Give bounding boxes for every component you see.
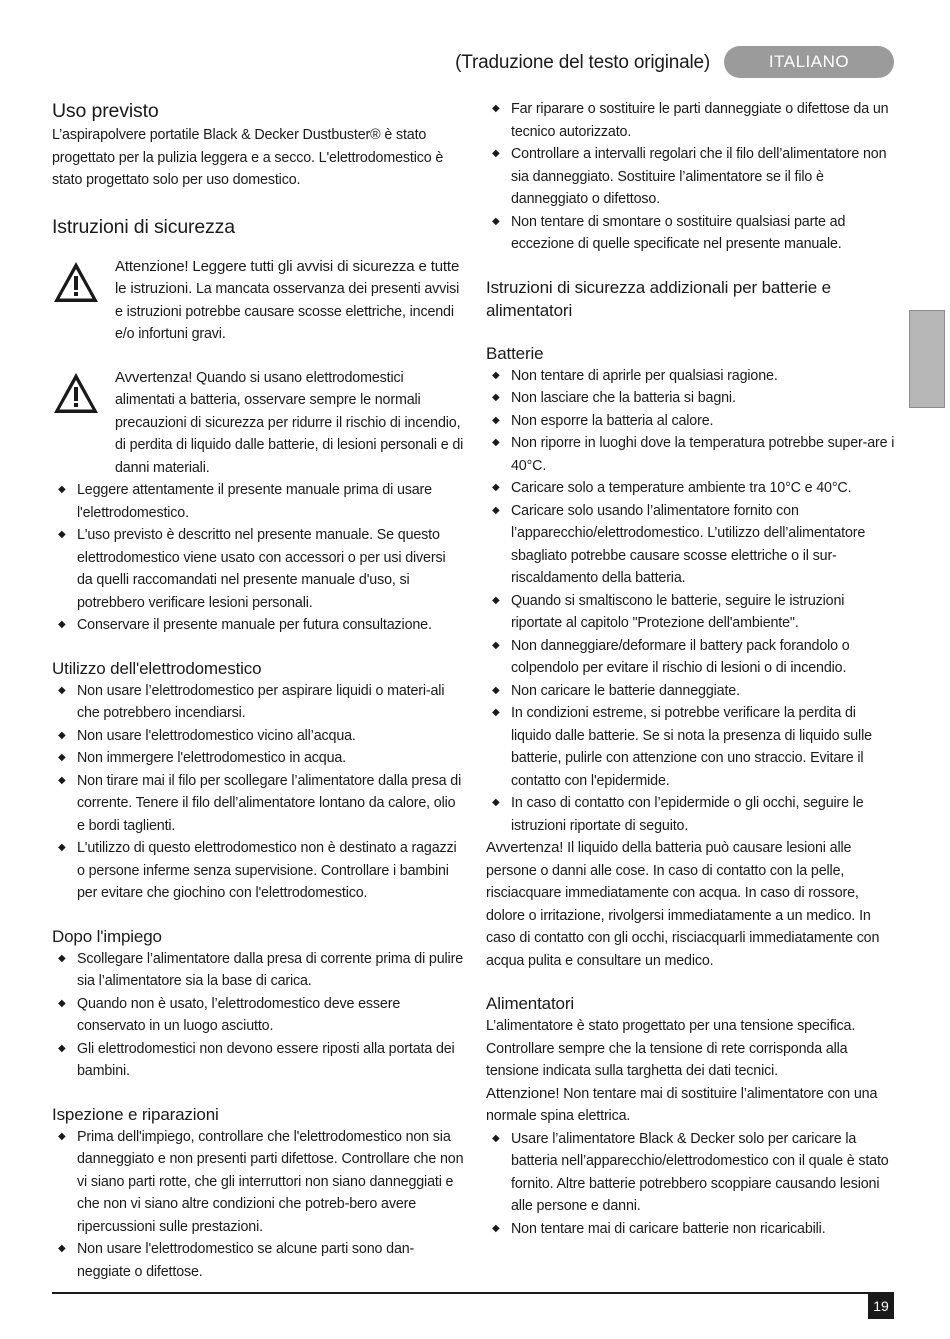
- section-heading: Alimentatori: [486, 994, 574, 1013]
- warning-triangle-icon: [52, 260, 100, 304]
- section-istruzioni-sicurezza: [52, 214, 464, 637]
- diamond-bullet-icon: ◆: [58, 952, 66, 964]
- list-item-text: Non tentare di aprirle per qualsiasi ragione.: [511, 367, 778, 384]
- diamond-bullet-icon: ◆: [58, 842, 66, 853]
- diamond-bullet-icon: ◆: [58, 1243, 66, 1254]
- right-column: [486, 98, 896, 1240]
- paragraph: L’alimentatore è stato progettato per una tensione specifica. Controllare sempre che la tensione di rete corrisponda alla tensione indicata sulla targhetta dei dati tecnici.: [486, 1018, 856, 1079]
- diamond-bullet-icon: ◆: [492, 639, 500, 651]
- list-item-text: Non usare l’elettrodomestico per aspirare liquidi o materi-ali che potrebbero incendiarsi.: [77, 682, 445, 721]
- attention-note: [486, 1083, 896, 1128]
- bullet-list: [52, 479, 464, 637]
- bullet-list: [52, 948, 464, 1083]
- list-item: [52, 837, 464, 905]
- warning-block: [52, 367, 464, 480]
- list-item: [52, 524, 464, 614]
- list-item: [52, 770, 464, 838]
- list-item-text: Caricare solo usando l’alimentatore fornito con l’apparecchio/elettrodomestico. L’utilizzo dell’alimentatore sbagliato potrebbe causare scosse elettriche o il sur-riscaldamento della batteria.: [511, 502, 866, 586]
- list-item: [486, 500, 896, 590]
- list-item-text: Non riporre in luoghi dove la temperatura potrebbe super-are i 40°C.: [511, 435, 895, 474]
- diamond-bullet-icon: ◆: [492, 482, 500, 493]
- diamond-bullet-icon: ◆: [492, 148, 500, 159]
- list-item: [52, 479, 464, 524]
- attention-body: Non tentare mai di sostituire l’alimentatore con una normale spina elettrica.: [486, 1085, 878, 1124]
- list-item-text: Non tentare mai di caricare batterie non ricaricabili.: [511, 1220, 826, 1237]
- left-column: [52, 98, 464, 1283]
- list-item: [52, 1238, 464, 1283]
- bullet-list: [52, 680, 464, 905]
- warning-text: [115, 367, 464, 480]
- diamond-bullet-icon: ◆: [58, 729, 66, 741]
- list-item-text: Non usare l'elettrodomestico vicino all’acqua.: [77, 727, 356, 744]
- diamond-bullet-icon: ◆: [492, 1132, 500, 1144]
- list-item: [486, 1128, 896, 1218]
- list-item: [52, 747, 464, 770]
- bullet-list: [486, 1128, 896, 1241]
- section-heading: Batterie: [486, 343, 544, 363]
- list-item: [486, 387, 896, 410]
- section-sicurezza-addizionali: [486, 276, 896, 322]
- diamond-bullet-icon: ◆: [492, 437, 500, 448]
- list-item: [486, 680, 896, 703]
- diamond-bullet-icon: ◆: [58, 1130, 66, 1142]
- list-item: [486, 365, 896, 388]
- list-item: [486, 635, 896, 680]
- diamond-bullet-icon: ◆: [492, 684, 500, 696]
- list-item-text: Gli elettrodomestici non devono essere riposti alla portata dei bambini.: [77, 1040, 455, 1079]
- section-heading: Istruzioni di sicurezza addizionali per batterie e alimentatori: [486, 277, 831, 320]
- list-item-text: Far riparare o sostituire le parti danneggiate o difettose da un tecnico autorizzato.: [511, 101, 889, 140]
- bullet-list: [486, 365, 896, 838]
- list-item-text: Non usare l'elettrodomestico se alcune parti sono dan-neggiate o difettose.: [77, 1241, 415, 1280]
- section-utilizzo: [52, 657, 464, 905]
- list-item: [52, 1126, 464, 1239]
- list-item: [486, 1218, 896, 1241]
- language-badge: ITALIANO: [724, 46, 894, 78]
- list-item-text: L'utilizzo di questo elettrodomestico non è destinato a ragazzi o persone inferme senza supervisione. Controllare i bambini per evitare che giochino con l'elettrodomestico.: [77, 840, 457, 901]
- list-item-text: Quando si smaltiscono le batterie, seguire le istruzioni riportate al capitolo "Protezione dell'ambiente".: [511, 592, 845, 631]
- list-item: [486, 702, 896, 792]
- list-item: [52, 680, 464, 725]
- diamond-bullet-icon: ◆: [58, 684, 66, 696]
- warning-label: Attenzione! Leggere tutti gli avvisi di sicurezza e tutte le istruzioni.: [115, 257, 460, 297]
- list-item-text: Non immergere l'elettrodomestico in acqua.: [77, 750, 346, 766]
- warning-text: [115, 256, 464, 346]
- section-batterie: [486, 342, 896, 973]
- list-item-text: Non lasciare che la batteria si bagni.: [511, 390, 736, 406]
- list-item-text: L'uso previsto è descritto nel presente manuale. Se questo elettrodomestico viene usato con accessori o per usi diversi da quelli raccomandati nel presente manuale d'uso, si potrebbero verificare lesioni personali.: [77, 527, 446, 611]
- list-item: [486, 211, 896, 256]
- list-item-text: Non tentare di smontare o sostituire qualsiasi parte ad eccezione di quelle specificate nel presente manuale.: [511, 213, 846, 252]
- list-item-text: Quando non è usato, l’elettrodomestico deve essere conservato in un luogo asciutto.: [77, 995, 401, 1034]
- list-item: [486, 590, 896, 635]
- list-item: [486, 477, 896, 500]
- section-dopo-impiego: [52, 925, 464, 1083]
- list-item-text: Non esporre la batteria al calore.: [511, 412, 714, 429]
- warning-triangle-icon: [52, 371, 100, 415]
- warning-body: Quando si usano elettrodomestici alimentati a batteria, osservare sempre le normali precauzioni di sicurezza per ridurre il rischio di incendio, di perdita di liquido dalle batterie, di lesioni personali e di danni materiali.: [115, 369, 464, 476]
- side-section-tab: [909, 310, 945, 408]
- diamond-bullet-icon: ◆: [58, 529, 66, 540]
- diamond-bullet-icon: ◆: [492, 797, 500, 808]
- page-number: 19: [868, 1294, 894, 1319]
- diamond-bullet-icon: ◆: [492, 103, 500, 114]
- list-item: [486, 410, 896, 433]
- bullet-list: [486, 98, 896, 256]
- list-item: [486, 792, 896, 837]
- warning-label: Avvertenza!: [115, 368, 193, 386]
- section-heading: Istruzioni di sicurezza: [52, 215, 235, 238]
- list-item: [486, 98, 896, 143]
- warning-body: Il liquido della batteria può causare lesioni alle persone o danni alle cose. In caso di contatto con la pelle, risciacquare immediatamente con acqua. In caso di rossore, dolore o irritazione, rivolgersi immediatamente a un medico. In caso di contatto con gli occhi, risciacquarli immediatamente con acqua pulita e consultare un medico.: [486, 840, 880, 969]
- page-header-title: (Traduzione del testo originale): [455, 52, 710, 73]
- warning-body: La mancata osservanza dei presenti avvisi e istruzioni potrebbe causare scosse elettriche, incendi e/o infortuni gravi.: [115, 281, 460, 342]
- diamond-bullet-icon: ◆: [492, 707, 500, 718]
- bullet-list: [52, 1126, 464, 1284]
- list-item-text: In condizioni estreme, si potrebbe verificare la perdita di liquido dalle batterie. Se si nota la presenza di liquido sulle batterie, pulirle con attenzione con uno straccio. Evitare il contatto con l'epidermide.: [511, 705, 872, 789]
- section-heading: Utilizzo dell'elettrodomestico: [52, 658, 262, 678]
- diamond-bullet-icon: ◆: [492, 1222, 500, 1234]
- list-item-text: Conservare il presente manuale per futura consultazione.: [77, 617, 432, 633]
- list-item: [486, 143, 896, 211]
- section-heading: Uso previsto: [52, 100, 159, 122]
- list-item-text: Non caricare le batterie danneggiate.: [511, 682, 740, 699]
- list-item: [52, 614, 464, 637]
- section-heading: Ispezione e riparazioni: [52, 1104, 219, 1124]
- list-item: [52, 725, 464, 748]
- section-uso-previsto: [52, 98, 464, 192]
- list-item-text: Non danneggiare/deformare il battery pack forandolo o colpendolo per evitare il rischio di lesioni o di incendio.: [511, 637, 850, 676]
- section-alimentatori: [486, 992, 896, 1240]
- diamond-bullet-icon: ◆: [58, 1042, 66, 1054]
- diamond-bullet-icon: ◆: [492, 215, 500, 227]
- diamond-bullet-icon: ◆: [492, 414, 500, 426]
- list-item-text: Usare l’alimentatore Black & Decker solo per caricare la batteria nell’apparecchio/elettrodomestico con il quale è stato fornito. Altre batterie potrebbero scoppiare causando lesioni alle persone e danni.: [511, 1130, 889, 1214]
- paragraph: L’aspirapolvere portatile Black & Decker Dustbuster® è stato progettato per la pulizia leggera e a secco. L'elettrodomestico è stato progettato solo per uso domestico.: [52, 127, 444, 188]
- attention-label: Attenzione!: [486, 1084, 560, 1102]
- diamond-bullet-icon: ◆: [58, 619, 66, 630]
- warning-block: [52, 256, 464, 346]
- section-ispezione: [52, 1103, 464, 1284]
- diamond-bullet-icon: ◆: [492, 369, 500, 381]
- list-item-text: Non tirare mai il filo per scollegare l’alimentatore dalla presa di corrente. Tenere il filo dell’alimentatore lontano da calore, olio e bordi taglienti.: [77, 772, 462, 834]
- diamond-bullet-icon: ◆: [492, 504, 500, 516]
- list-item-text: In caso di contatto con l’epidermide o gli occhi, seguire le istruzioni riportate di seguito.: [511, 795, 864, 834]
- diamond-bullet-icon: ◆: [492, 392, 500, 403]
- list-item: [52, 948, 464, 993]
- section-heading: Dopo l'impiego: [52, 926, 162, 946]
- footer-rule: [52, 1292, 894, 1294]
- diamond-bullet-icon: ◆: [58, 774, 66, 786]
- list-item-text: Prima dell'impiego, controllare che l'elettrodomestico non sia danneggiato e non presenti parti difettose. Controllare che non vi siano parti rotte, che gli interruttori non siano danneggiati e che non vi siano altre condizioni che potreb-bero avere ripercussioni sulle prestazioni.: [77, 1128, 464, 1235]
- list-item: [52, 993, 464, 1038]
- battery-warning: [486, 837, 896, 972]
- diamond-bullet-icon: ◆: [58, 752, 66, 763]
- list-item-text: Scollegare l’alimentatore dalla presa di corrente prima di pulire sia l’alimentatore sia la base di carica.: [77, 950, 463, 989]
- list-item-text: Caricare solo a temperature ambiente tra 10°C e 40°C.: [511, 480, 852, 496]
- list-item: [486, 432, 896, 477]
- list-item: [52, 1038, 464, 1083]
- diamond-bullet-icon: ◆: [492, 594, 500, 606]
- list-item-text: Controllare a intervalli regolari che il filo dell’alimentatore non sia danneggiato. Sostituire l’alimentatore se il filo è danneggiato o difettoso.: [511, 146, 887, 207]
- list-item-text: Leggere attentamente il presente manuale prima di usare l'elettrodomestico.: [77, 482, 432, 521]
- diamond-bullet-icon: ◆: [58, 484, 66, 495]
- diamond-bullet-icon: ◆: [58, 997, 66, 1009]
- warning-label: Avvertenza!: [486, 839, 564, 856]
